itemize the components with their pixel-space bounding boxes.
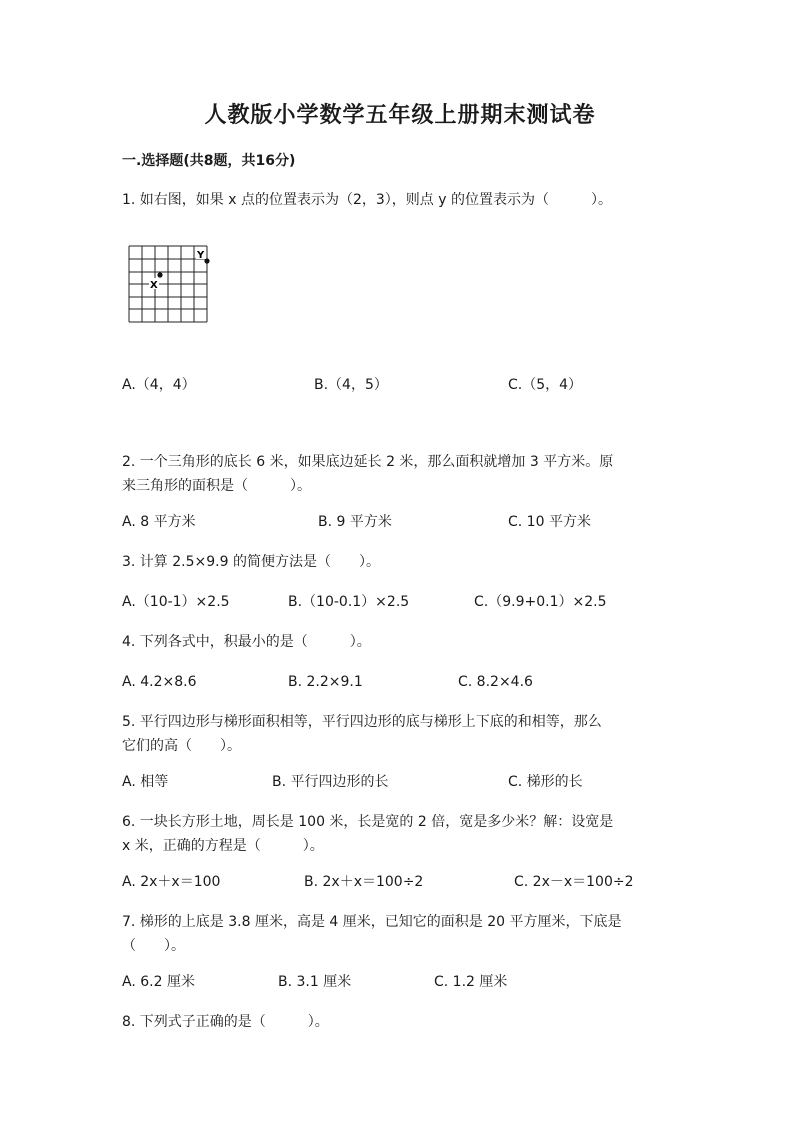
q5-option-b: B. 平行四边形的长 bbox=[272, 774, 389, 790]
question-6-text: 6. 一块长方形土地，周长是 100 米，长是宽的 2 倍，宽是多少米？解：设宽是 x 米，正确的方程是（ ）。 bbox=[122, 814, 614, 854]
coordinate-grid-figure bbox=[125, 242, 215, 328]
question-3-text: 3. 计算 2.5×9.9 的简便方法是（ ）。 bbox=[122, 554, 380, 570]
point-y-label: Y bbox=[197, 250, 205, 261]
q6-option-c: C. 2x－x＝100÷2 bbox=[514, 874, 634, 890]
q5-option-c: C. 梯形的长 bbox=[508, 774, 583, 790]
point-y-marker bbox=[204, 258, 209, 263]
q4-option-a: A. 4.2×8.6 bbox=[122, 674, 197, 690]
q7-option-a: A. 6.2 厘米 bbox=[122, 974, 195, 990]
q1-option-c: C.（5，4） bbox=[508, 377, 583, 393]
section-header: 一.选择题(共8题，共16分) bbox=[122, 153, 296, 169]
question-4-text: 4. 下列各式中，积最小的是（ ）。 bbox=[122, 634, 371, 650]
q6-option-a: A. 2x＋x＝100 bbox=[122, 874, 221, 890]
question-8-text: 8. 下列式子正确的是（ ）。 bbox=[122, 1014, 329, 1030]
q7-option-b: B. 3.1 厘米 bbox=[278, 974, 352, 990]
q6-option-b: B. 2x＋x＝100÷2 bbox=[304, 874, 424, 890]
point-x-marker bbox=[157, 272, 162, 277]
q2-option-a: A. 8 平方米 bbox=[122, 514, 196, 530]
q4-option-c: C. 8.2×4.6 bbox=[458, 674, 533, 690]
q5-option-a: A. 相等 bbox=[122, 774, 169, 790]
question-5-text: 5. 平行四边形与梯形面积相等，平行四边形的底与梯形上下底的和相等，那么 它们的高（ ）。 bbox=[122, 714, 602, 754]
q4-option-b: B. 2.2×9.1 bbox=[288, 674, 363, 690]
question-2-text: 2. 一个三角形的底长 6 米，如果底边延长 2 米，那么面积就增加 3 平方米。原 来三角形的面积是（ ）。 bbox=[122, 454, 614, 494]
q1-option-a: A.（4，4） bbox=[122, 377, 196, 393]
q1-option-b: B.（4，5） bbox=[314, 377, 388, 393]
q3-option-a: A.（10-1）×2.5 bbox=[122, 594, 230, 610]
page-title: 人教版小学数学五年级上册期末测试卷 bbox=[204, 102, 596, 128]
point-x-label: X bbox=[150, 280, 158, 291]
q7-option-c: C. 1.2 厘米 bbox=[434, 974, 508, 990]
q3-option-c: C.（9.9+0.1）×2.5 bbox=[474, 594, 607, 610]
question-7-text: 7. 梯形的上底是 3.8 厘米，高是 4 厘米，已知它的面积是 20 平方厘米，下底是 （ ）。 bbox=[122, 914, 622, 954]
q2-option-b: B. 9 平方米 bbox=[318, 514, 392, 530]
question-1-text: 1. 如右图，如果 x 点的位置表示为（2，3），则点 y 的位置表示为（ ）。 bbox=[122, 192, 612, 208]
q3-option-b: B.（10-0.1）×2.5 bbox=[288, 594, 410, 610]
q2-option-c: C. 10 平方米 bbox=[508, 514, 591, 530]
